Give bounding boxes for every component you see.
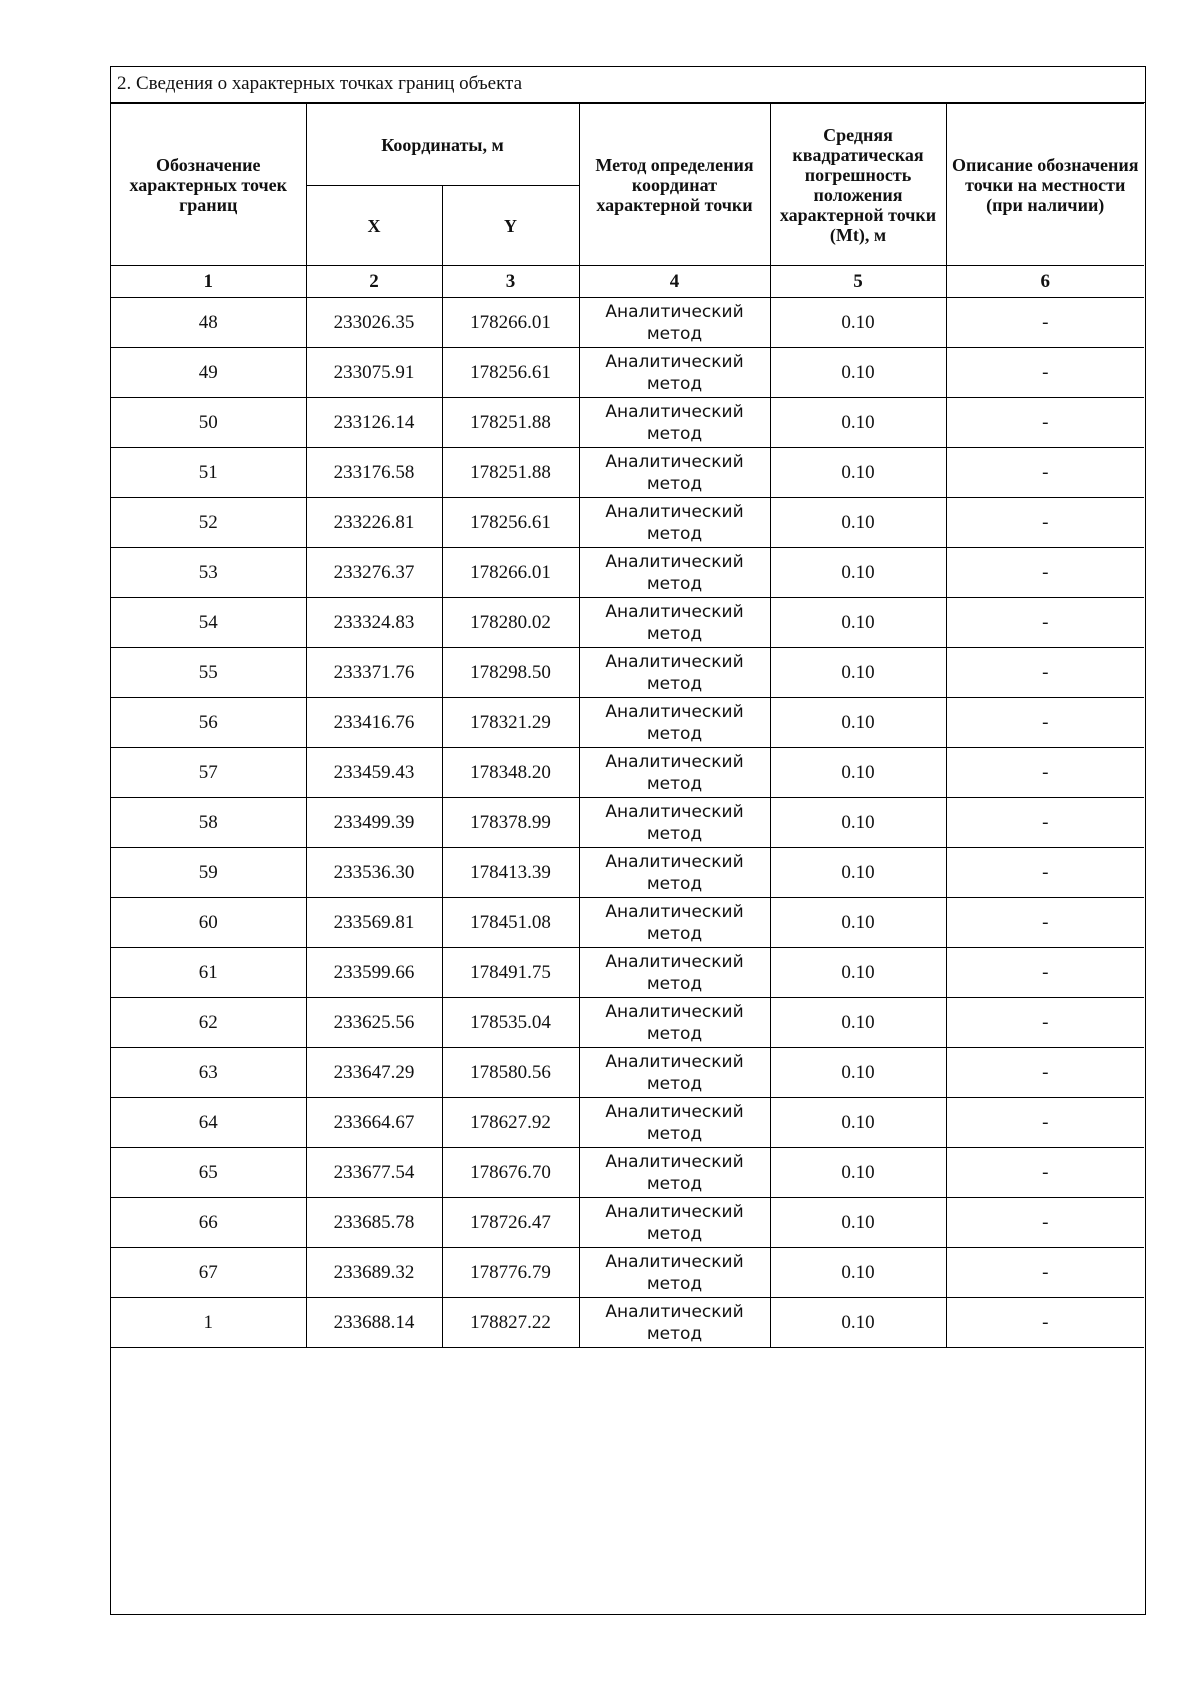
table-row (111, 598, 1144, 648)
description-cell: - (946, 948, 1144, 998)
point-cell: 53 (111, 548, 306, 598)
method-cell (579, 348, 770, 398)
error-cell: 0.10 (770, 948, 946, 998)
method-cell (579, 648, 770, 698)
method-line-1: Аналитический (605, 651, 744, 672)
point-cell: 1 (111, 1298, 306, 1348)
x-cell: 233647.29 (306, 1048, 442, 1098)
description-cell: - (946, 548, 1144, 598)
table-row (111, 698, 1144, 748)
error-cell: 0.10 (770, 1248, 946, 1298)
x-cell: 233226.81 (306, 498, 442, 548)
description-cell: - (946, 398, 1144, 448)
table-row (111, 448, 1144, 498)
method-line-1: Аналитический (605, 751, 744, 772)
header-method: Метод определения координат характерной точки (579, 104, 770, 266)
method-line-2: метод (646, 923, 703, 944)
point-cell: 64 (111, 1098, 306, 1148)
method-line-1: Аналитический (605, 401, 744, 422)
x-cell: 233677.54 (306, 1148, 442, 1198)
error-cell: 0.10 (770, 798, 946, 848)
y-cell: 178726.47 (442, 1198, 579, 1248)
table-row (111, 848, 1144, 898)
y-cell: 178451.08 (442, 898, 579, 948)
x-cell: 233276.37 (306, 548, 442, 598)
description-cell: - (946, 698, 1144, 748)
method-line-1: Аналитический (605, 801, 744, 822)
table-row (111, 1298, 1144, 1348)
method-line-2: метод (646, 973, 703, 994)
point-cell: 62 (111, 998, 306, 1048)
header-coordinates: Координаты, м (306, 104, 579, 186)
x-cell: 233625.56 (306, 998, 442, 1048)
method-line-1: Аналитический (605, 1301, 744, 1322)
x-cell: 233126.14 (306, 398, 442, 448)
y-cell: 178676.70 (442, 1148, 579, 1198)
method-line-2: метод (646, 823, 703, 844)
method-line-2: метод (646, 773, 703, 794)
description-cell: - (946, 498, 1144, 548)
x-cell: 233569.81 (306, 898, 442, 948)
method-cell (579, 698, 770, 748)
error-cell: 0.10 (770, 748, 946, 798)
y-cell: 178256.61 (442, 348, 579, 398)
y-cell: 178280.02 (442, 598, 579, 648)
method-cell (579, 948, 770, 998)
method-line-2: метод (646, 473, 703, 494)
method-cell (579, 1098, 770, 1148)
method-cell (579, 1148, 770, 1198)
method-cell (579, 1048, 770, 1098)
method-line-1: Аналитический (605, 1001, 744, 1022)
header-description: Описание обозначения точки на местности (при наличии) (946, 104, 1144, 266)
point-cell: 50 (111, 398, 306, 448)
method-cell (579, 798, 770, 848)
point-cell: 63 (111, 1048, 306, 1098)
table-row (111, 898, 1144, 948)
method-cell (579, 848, 770, 898)
x-cell: 233416.76 (306, 698, 442, 748)
point-cell: 60 (111, 898, 306, 948)
x-cell: 233664.67 (306, 1098, 442, 1148)
point-cell: 65 (111, 1148, 306, 1198)
method-cell (579, 1198, 770, 1248)
method-line-2: метод (646, 373, 703, 394)
method-line-1: Аналитический (605, 901, 744, 922)
method-line-1: Аналитический (605, 1051, 744, 1072)
method-line-2: метод (646, 1023, 703, 1044)
y-cell: 178256.61 (442, 498, 579, 548)
method-line-2: метод (646, 673, 703, 694)
x-cell: 233026.35 (306, 298, 442, 348)
method-cell (579, 448, 770, 498)
column-number: 2 (306, 266, 442, 298)
description-cell: - (946, 1198, 1144, 1248)
x-cell: 233689.32 (306, 1248, 442, 1298)
error-cell: 0.10 (770, 648, 946, 698)
y-cell: 178266.01 (442, 298, 579, 348)
description-cell: - (946, 1048, 1144, 1098)
error-cell: 0.10 (770, 398, 946, 448)
x-cell: 233688.14 (306, 1298, 442, 1348)
error-cell: 0.10 (770, 998, 946, 1048)
table-row (111, 548, 1144, 598)
table-row (111, 948, 1144, 998)
y-cell: 178535.04 (442, 998, 579, 1048)
header-x: X (306, 186, 442, 266)
description-cell: - (946, 1148, 1144, 1198)
point-cell: 56 (111, 698, 306, 748)
section-title: 2. Сведения о характерных точках границ объекта (111, 67, 1145, 103)
error-cell: 0.10 (770, 1048, 946, 1098)
point-cell: 67 (111, 1248, 306, 1298)
method-cell (579, 898, 770, 948)
y-cell: 178348.20 (442, 748, 579, 798)
method-cell (579, 298, 770, 348)
method-line-1: Аналитический (605, 1151, 744, 1172)
method-line-2: метод (646, 1173, 703, 1194)
point-cell: 61 (111, 948, 306, 998)
method-cell (579, 1248, 770, 1298)
x-cell: 233599.66 (306, 948, 442, 998)
description-cell: - (946, 1098, 1144, 1148)
error-cell: 0.10 (770, 1098, 946, 1148)
table-row (111, 998, 1144, 1048)
description-cell: - (946, 1248, 1144, 1298)
error-cell: 0.10 (770, 348, 946, 398)
table-row (111, 298, 1144, 348)
method-cell (579, 498, 770, 548)
y-cell: 178491.75 (442, 948, 579, 998)
x-cell: 233536.30 (306, 848, 442, 898)
error-cell: 0.10 (770, 1298, 946, 1348)
description-cell: - (946, 898, 1144, 948)
point-cell: 66 (111, 1198, 306, 1248)
error-cell: 0.10 (770, 448, 946, 498)
column-number: 4 (579, 266, 770, 298)
description-cell: - (946, 648, 1144, 698)
x-cell: 233324.83 (306, 598, 442, 648)
point-cell: 59 (111, 848, 306, 898)
table-row (111, 1248, 1144, 1298)
method-line-2: метод (646, 1123, 703, 1144)
table-row (111, 1048, 1144, 1098)
column-number: 3 (442, 266, 579, 298)
method-line-1: Аналитический (605, 301, 744, 322)
table-row (111, 748, 1144, 798)
x-cell: 233371.76 (306, 648, 442, 698)
method-line-1: Аналитический (605, 601, 744, 622)
point-cell: 55 (111, 648, 306, 698)
point-cell: 58 (111, 798, 306, 848)
point-cell: 52 (111, 498, 306, 548)
y-cell: 178251.88 (442, 448, 579, 498)
method-line-1: Аналитический (605, 851, 744, 872)
description-cell: - (946, 848, 1144, 898)
description-cell: - (946, 448, 1144, 498)
method-line-1: Аналитический (605, 551, 744, 572)
method-line-2: метод (646, 1323, 703, 1344)
error-cell: 0.10 (770, 1198, 946, 1248)
method-line-1: Аналитический (605, 1251, 744, 1272)
header-point: Обозначение характерных точек границ (111, 104, 306, 266)
method-line-2: метод (646, 873, 703, 894)
method-cell (579, 998, 770, 1048)
description-cell: - (946, 298, 1144, 348)
error-cell: 0.10 (770, 298, 946, 348)
y-cell: 178776.79 (442, 1248, 579, 1298)
y-cell: 178266.01 (442, 548, 579, 598)
y-cell: 178627.92 (442, 1098, 579, 1148)
column-number: 6 (946, 266, 1144, 298)
point-cell: 48 (111, 298, 306, 348)
column-number: 5 (770, 266, 946, 298)
method-line-2: метод (646, 423, 703, 444)
method-line-1: Аналитический (605, 701, 744, 722)
method-line-2: метод (646, 1273, 703, 1294)
method-cell (579, 548, 770, 598)
description-cell: - (946, 748, 1144, 798)
x-cell: 233176.58 (306, 448, 442, 498)
table-row (111, 1198, 1144, 1248)
description-cell: - (946, 998, 1144, 1048)
table-row (111, 798, 1144, 848)
y-cell: 178580.56 (442, 1048, 579, 1098)
method-line-2: метод (646, 523, 703, 544)
error-cell: 0.10 (770, 1148, 946, 1198)
description-cell: - (946, 798, 1144, 848)
method-cell (579, 598, 770, 648)
x-cell: 233685.78 (306, 1198, 442, 1248)
y-cell: 178298.50 (442, 648, 579, 698)
method-cell (579, 398, 770, 448)
method-line-1: Аналитический (605, 1201, 744, 1222)
points-table-body (111, 298, 1144, 1348)
error-cell: 0.10 (770, 898, 946, 948)
points-table (111, 103, 1144, 1348)
y-cell: 178378.99 (442, 798, 579, 848)
point-cell: 51 (111, 448, 306, 498)
method-line-1: Аналитический (605, 1101, 744, 1122)
x-cell: 233075.91 (306, 348, 442, 398)
method-line-2: метод (646, 323, 703, 344)
error-cell: 0.10 (770, 848, 946, 898)
point-cell: 57 (111, 748, 306, 798)
header-y: Y (442, 186, 579, 266)
description-cell: - (946, 598, 1144, 648)
y-cell: 178321.29 (442, 698, 579, 748)
method-line-2: метод (646, 723, 703, 744)
method-line-1: Аналитический (605, 501, 744, 522)
column-number: 1 (111, 266, 306, 298)
point-cell: 49 (111, 348, 306, 398)
method-cell (579, 1298, 770, 1348)
error-cell: 0.10 (770, 598, 946, 648)
table-row (111, 1098, 1144, 1148)
document-frame (110, 66, 1146, 1615)
y-cell: 178251.88 (442, 398, 579, 448)
method-line-1: Аналитический (605, 451, 744, 472)
y-cell: 178827.22 (442, 1298, 579, 1348)
method-line-2: метод (646, 573, 703, 594)
table-row (111, 648, 1144, 698)
method-line-2: метод (646, 1073, 703, 1094)
method-line-1: Аналитический (605, 351, 744, 372)
description-cell: - (946, 1298, 1144, 1348)
table-row (111, 398, 1144, 448)
table-row (111, 348, 1144, 398)
method-line-1: Аналитический (605, 951, 744, 972)
method-line-2: метод (646, 623, 703, 644)
error-cell: 0.10 (770, 548, 946, 598)
method-cell (579, 748, 770, 798)
error-cell: 0.10 (770, 498, 946, 548)
method-line-2: метод (646, 1223, 703, 1244)
x-cell: 233499.39 (306, 798, 442, 848)
y-cell: 178413.39 (442, 848, 579, 898)
x-cell: 233459.43 (306, 748, 442, 798)
description-cell: - (946, 348, 1144, 398)
point-cell: 54 (111, 598, 306, 648)
table-row (111, 1148, 1144, 1198)
table-row (111, 498, 1144, 548)
error-cell: 0.10 (770, 698, 946, 748)
header-error: Средняя квадратическая погрешность положения характерной точки (Mt), м (770, 104, 946, 266)
